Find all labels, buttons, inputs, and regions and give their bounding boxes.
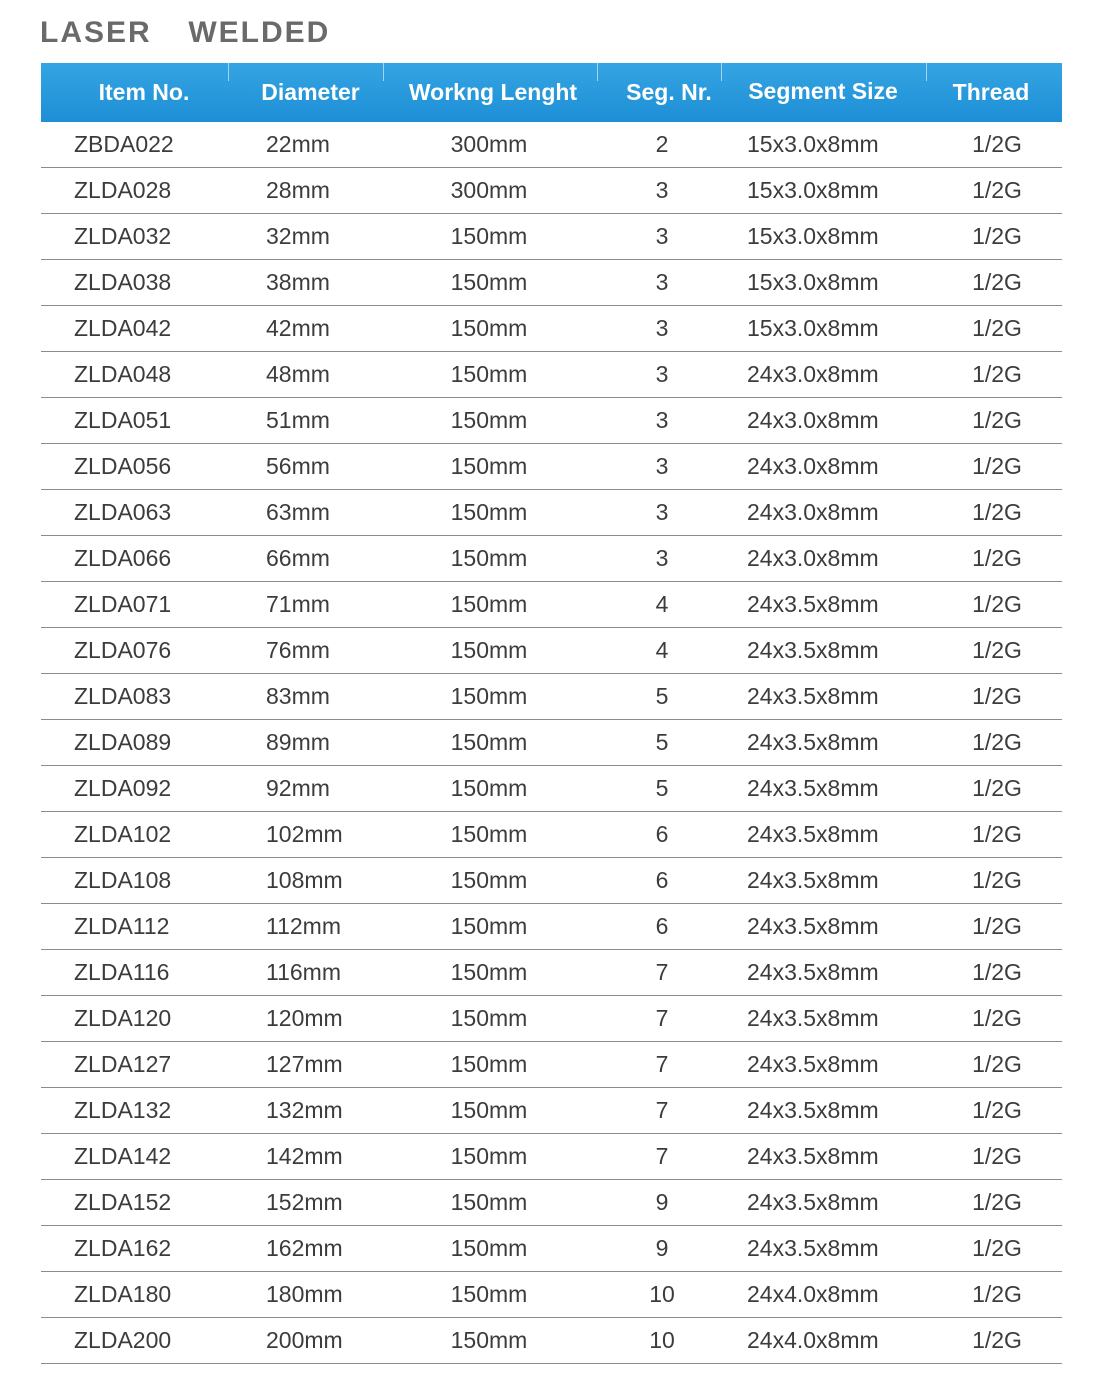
segment-size-cell: 24x3.5x8mm bbox=[747, 959, 879, 985]
diameter-cell: 56mm bbox=[266, 453, 330, 479]
page-title: LASER WELDED bbox=[40, 16, 331, 49]
diameter-cell: 42mm bbox=[266, 315, 330, 341]
seg-nr-cell: 7 bbox=[655, 1051, 669, 1077]
seg-nr-cell: 5 bbox=[655, 729, 669, 755]
working-length-cell: 150mm bbox=[450, 1327, 528, 1353]
segment-size-cell: 24x3.5x8mm bbox=[747, 1189, 879, 1215]
working-length-cell: 150mm bbox=[450, 545, 528, 571]
working-length-cell: 150mm bbox=[450, 1051, 528, 1077]
item-no-cell: ZLDA071 bbox=[74, 591, 172, 617]
table-row bbox=[41, 352, 1062, 398]
thread-cell: 1/2G bbox=[972, 407, 1022, 433]
thread-cell: 1/2G bbox=[972, 453, 1022, 479]
table-row bbox=[41, 1134, 1062, 1180]
segment-size-cell: 24x3.0x8mm bbox=[747, 361, 879, 387]
diameter-cell: 142mm bbox=[266, 1143, 343, 1169]
working-length-cell: 300mm bbox=[450, 177, 528, 203]
working-length-cell: 150mm bbox=[450, 1005, 528, 1031]
thread-cell: 1/2G bbox=[972, 1189, 1022, 1215]
working-length-cell: 150mm bbox=[450, 1097, 528, 1123]
table-row bbox=[41, 444, 1062, 490]
segment-size-cell: 24x3.0x8mm bbox=[747, 499, 879, 525]
diameter-cell: 63mm bbox=[266, 499, 330, 525]
header-working-length: Workng Lenght bbox=[408, 79, 578, 105]
item-no-cell: ZLDA142 bbox=[74, 1143, 172, 1169]
item-no-cell: ZLDA092 bbox=[74, 775, 172, 801]
item-no-cell: ZLDA038 bbox=[74, 269, 172, 295]
segment-size-cell: 24x3.5x8mm bbox=[747, 1051, 879, 1077]
diameter-cell: 132mm bbox=[266, 1097, 343, 1123]
segment-size-cell: 15x3.0x8mm bbox=[747, 131, 879, 157]
table-body bbox=[41, 122, 1062, 1364]
thread-cell: 1/2G bbox=[972, 499, 1022, 525]
table-row bbox=[41, 490, 1062, 536]
seg-nr-cell: 7 bbox=[655, 959, 669, 985]
working-length-cell: 150mm bbox=[450, 775, 528, 801]
diameter-cell: 127mm bbox=[266, 1051, 343, 1077]
item-no-cell: ZLDA066 bbox=[74, 545, 172, 571]
diameter-cell: 112mm bbox=[266, 913, 341, 939]
thread-cell: 1/2G bbox=[972, 637, 1022, 663]
item-no-cell: ZLDA108 bbox=[74, 867, 172, 893]
segment-size-cell: 24x3.5x8mm bbox=[747, 775, 879, 801]
segment-size-cell: 24x3.5x8mm bbox=[747, 913, 879, 939]
segment-size-cell: 24x3.5x8mm bbox=[747, 729, 879, 755]
segment-size-cell: 24x3.5x8mm bbox=[747, 637, 879, 663]
working-length-cell: 150mm bbox=[450, 1143, 528, 1169]
diameter-cell: 92mm bbox=[266, 775, 330, 801]
seg-nr-cell: 3 bbox=[655, 177, 669, 203]
header-divider bbox=[597, 63, 598, 81]
item-no-cell: ZLDA048 bbox=[74, 361, 172, 387]
working-length-cell: 150mm bbox=[450, 223, 528, 249]
seg-nr-cell: 4 bbox=[655, 637, 669, 663]
diameter-cell: 28mm bbox=[266, 177, 330, 203]
diameter-cell: 38mm bbox=[266, 269, 330, 295]
thread-cell: 1/2G bbox=[972, 1143, 1022, 1169]
diameter-cell: 22mm bbox=[266, 131, 330, 157]
thread-cell: 1/2G bbox=[972, 223, 1022, 249]
seg-nr-cell: 6 bbox=[655, 913, 669, 939]
header-thread: Thread bbox=[952, 79, 1030, 105]
segment-size-cell: 15x3.0x8mm bbox=[747, 177, 879, 203]
item-no-cell: ZLDA180 bbox=[74, 1281, 172, 1307]
seg-nr-cell: 3 bbox=[655, 361, 669, 387]
thread-cell: 1/2G bbox=[972, 867, 1022, 893]
working-length-cell: 150mm bbox=[450, 913, 528, 939]
diameter-cell: 71mm bbox=[266, 591, 330, 617]
item-no-cell: ZLDA063 bbox=[74, 499, 172, 525]
item-no-cell: ZLDA032 bbox=[74, 223, 172, 249]
thread-cell: 1/2G bbox=[972, 775, 1022, 801]
working-length-cell: 150mm bbox=[450, 821, 528, 847]
working-length-cell: 150mm bbox=[450, 499, 528, 525]
seg-nr-cell: 3 bbox=[655, 223, 669, 249]
segment-size-cell: 15x3.0x8mm bbox=[747, 315, 879, 341]
segment-size-cell: 24x3.5x8mm bbox=[747, 683, 879, 709]
segment-size-cell: 24x4.0x8mm bbox=[747, 1281, 879, 1307]
diameter-cell: 180mm bbox=[266, 1281, 343, 1307]
diameter-cell: 66mm bbox=[266, 545, 330, 571]
table-row bbox=[41, 1180, 1062, 1226]
thread-cell: 1/2G bbox=[972, 959, 1022, 985]
header-segment-size: Segment Size bbox=[748, 78, 898, 104]
thread-cell: 1/2G bbox=[972, 821, 1022, 847]
seg-nr-cell: 5 bbox=[655, 683, 669, 709]
thread-cell: 1/2G bbox=[972, 361, 1022, 387]
working-length-cell: 150mm bbox=[450, 1189, 528, 1215]
thread-cell: 1/2G bbox=[972, 913, 1022, 939]
working-length-cell: 150mm bbox=[450, 361, 528, 387]
seg-nr-cell: 7 bbox=[655, 1143, 669, 1169]
header-seg-nr: Seg. Nr. bbox=[626, 79, 712, 105]
table-row bbox=[41, 812, 1062, 858]
table-row bbox=[41, 536, 1062, 582]
diameter-cell: 89mm bbox=[266, 729, 330, 755]
table-header bbox=[41, 63, 1062, 122]
working-length-cell: 150mm bbox=[450, 315, 528, 341]
diameter-cell: 162mm bbox=[266, 1235, 343, 1261]
segment-size-cell: 24x4.0x8mm bbox=[747, 1327, 879, 1353]
seg-nr-cell: 2 bbox=[655, 131, 669, 157]
header-diameter: Diameter bbox=[261, 79, 360, 105]
table-row bbox=[41, 858, 1062, 904]
thread-cell: 1/2G bbox=[972, 1281, 1022, 1307]
segment-size-cell: 24x3.5x8mm bbox=[747, 867, 879, 893]
table-row bbox=[41, 628, 1062, 674]
item-no-cell: ZLDA056 bbox=[74, 453, 172, 479]
seg-nr-cell: 7 bbox=[655, 1005, 669, 1031]
working-length-cell: 150mm bbox=[450, 867, 528, 893]
header-divider bbox=[228, 63, 229, 81]
item-no-cell: ZLDA028 bbox=[74, 177, 172, 203]
seg-nr-cell: 4 bbox=[655, 591, 669, 617]
table-row bbox=[41, 674, 1062, 720]
thread-cell: 1/2G bbox=[972, 315, 1022, 341]
item-no-cell: ZLDA083 bbox=[74, 683, 172, 709]
table-row bbox=[41, 582, 1062, 628]
thread-cell: 1/2G bbox=[972, 1097, 1022, 1123]
seg-nr-cell: 3 bbox=[655, 499, 669, 525]
working-length-cell: 150mm bbox=[450, 1235, 528, 1261]
working-length-cell: 150mm bbox=[450, 269, 528, 295]
working-length-cell: 150mm bbox=[450, 1281, 528, 1307]
seg-nr-cell: 7 bbox=[655, 1097, 669, 1123]
item-no-cell: ZLDA132 bbox=[74, 1097, 172, 1123]
segment-size-cell: 24x3.0x8mm bbox=[747, 453, 879, 479]
segment-size-cell: 24x3.5x8mm bbox=[747, 1235, 879, 1261]
seg-nr-cell: 3 bbox=[655, 315, 669, 341]
working-length-cell: 150mm bbox=[450, 591, 528, 617]
segment-size-cell: 15x3.0x8mm bbox=[747, 223, 879, 249]
segment-size-cell: 24x3.5x8mm bbox=[747, 1097, 879, 1123]
table-row bbox=[41, 1272, 1062, 1318]
table-row bbox=[41, 1226, 1062, 1272]
seg-nr-cell: 9 bbox=[655, 1235, 669, 1261]
thread-cell: 1/2G bbox=[972, 683, 1022, 709]
seg-nr-cell: 10 bbox=[649, 1327, 675, 1353]
table-row bbox=[41, 950, 1062, 996]
item-no-cell: ZLDA051 bbox=[74, 407, 172, 433]
diameter-cell: 200mm bbox=[266, 1327, 343, 1353]
table-row bbox=[41, 1042, 1062, 1088]
working-length-cell: 150mm bbox=[450, 959, 528, 985]
item-no-cell: ZLDA076 bbox=[74, 637, 172, 663]
table-row bbox=[41, 122, 1062, 168]
thread-cell: 1/2G bbox=[972, 1235, 1022, 1261]
item-no-cell: ZLDA116 bbox=[74, 959, 170, 985]
working-length-cell: 150mm bbox=[450, 453, 528, 479]
working-length-cell: 150mm bbox=[450, 683, 528, 709]
diameter-cell: 152mm bbox=[266, 1189, 343, 1215]
diameter-cell: 102mm bbox=[266, 821, 343, 847]
header-divider bbox=[721, 63, 722, 81]
seg-nr-cell: 3 bbox=[655, 407, 669, 433]
thread-cell: 1/2G bbox=[972, 269, 1022, 295]
seg-nr-cell: 3 bbox=[655, 269, 669, 295]
diameter-cell: 120mm bbox=[266, 1005, 343, 1031]
table-row bbox=[41, 1088, 1062, 1134]
segment-size-cell: 24x3.5x8mm bbox=[747, 1143, 879, 1169]
item-no-cell: ZLDA127 bbox=[74, 1051, 172, 1077]
header-divider bbox=[926, 63, 927, 81]
seg-nr-cell: 6 bbox=[655, 867, 669, 893]
segment-size-cell: 24x3.0x8mm bbox=[747, 545, 879, 571]
diameter-cell: 83mm bbox=[266, 683, 330, 709]
thread-cell: 1/2G bbox=[972, 1005, 1022, 1031]
item-no-cell: ZLDA042 bbox=[74, 315, 172, 341]
item-no-cell: ZBDA022 bbox=[74, 131, 174, 157]
diameter-cell: 76mm bbox=[266, 637, 330, 663]
thread-cell: 1/2G bbox=[972, 729, 1022, 755]
item-no-cell: ZLDA102 bbox=[74, 821, 172, 847]
seg-nr-cell: 3 bbox=[655, 453, 669, 479]
thread-cell: 1/2G bbox=[972, 545, 1022, 571]
seg-nr-cell: 5 bbox=[655, 775, 669, 801]
table-row bbox=[41, 766, 1062, 812]
segment-size-cell: 24x3.5x8mm bbox=[747, 821, 879, 847]
table-row bbox=[41, 260, 1062, 306]
item-no-cell: ZLDA112 bbox=[74, 913, 170, 939]
seg-nr-cell: 3 bbox=[655, 545, 669, 571]
diameter-cell: 32mm bbox=[266, 223, 330, 249]
table-row bbox=[41, 214, 1062, 260]
item-no-cell: ZLDA162 bbox=[74, 1235, 172, 1261]
diameter-cell: 51mm bbox=[266, 407, 330, 433]
table-row bbox=[41, 720, 1062, 766]
table-row bbox=[41, 398, 1062, 444]
working-length-cell: 150mm bbox=[450, 407, 528, 433]
thread-cell: 1/2G bbox=[972, 591, 1022, 617]
segment-size-cell: 24x3.5x8mm bbox=[747, 1005, 879, 1031]
working-length-cell: 150mm bbox=[450, 729, 528, 755]
table-row bbox=[41, 904, 1062, 950]
thread-cell: 1/2G bbox=[972, 131, 1022, 157]
table-row bbox=[41, 168, 1062, 214]
thread-cell: 1/2G bbox=[972, 1051, 1022, 1077]
working-length-cell: 300mm bbox=[450, 131, 528, 157]
diameter-cell: 108mm bbox=[266, 867, 343, 893]
seg-nr-cell: 9 bbox=[655, 1189, 669, 1215]
table-row bbox=[41, 306, 1062, 352]
diameter-cell: 48mm bbox=[266, 361, 330, 387]
segment-size-cell: 24x3.5x8mm bbox=[747, 591, 879, 617]
item-no-cell: ZLDA089 bbox=[74, 729, 172, 755]
diameter-cell: 116mm bbox=[266, 959, 341, 985]
item-no-cell: ZLDA200 bbox=[74, 1327, 172, 1353]
segment-size-cell: 24x3.0x8mm bbox=[747, 407, 879, 433]
thread-cell: 1/2G bbox=[972, 1327, 1022, 1353]
item-no-cell: ZLDA120 bbox=[74, 1005, 172, 1031]
seg-nr-cell: 6 bbox=[655, 821, 669, 847]
working-length-cell: 150mm bbox=[450, 637, 528, 663]
seg-nr-cell: 10 bbox=[649, 1281, 675, 1307]
table-row bbox=[41, 1318, 1062, 1364]
table-row bbox=[41, 996, 1062, 1042]
header-divider bbox=[383, 63, 384, 81]
segment-size-cell: 15x3.0x8mm bbox=[747, 269, 879, 295]
item-no-cell: ZLDA152 bbox=[74, 1189, 172, 1215]
product-table bbox=[41, 63, 1062, 1364]
thread-cell: 1/2G bbox=[972, 177, 1022, 203]
header-item-no: Item No. bbox=[98, 79, 190, 105]
